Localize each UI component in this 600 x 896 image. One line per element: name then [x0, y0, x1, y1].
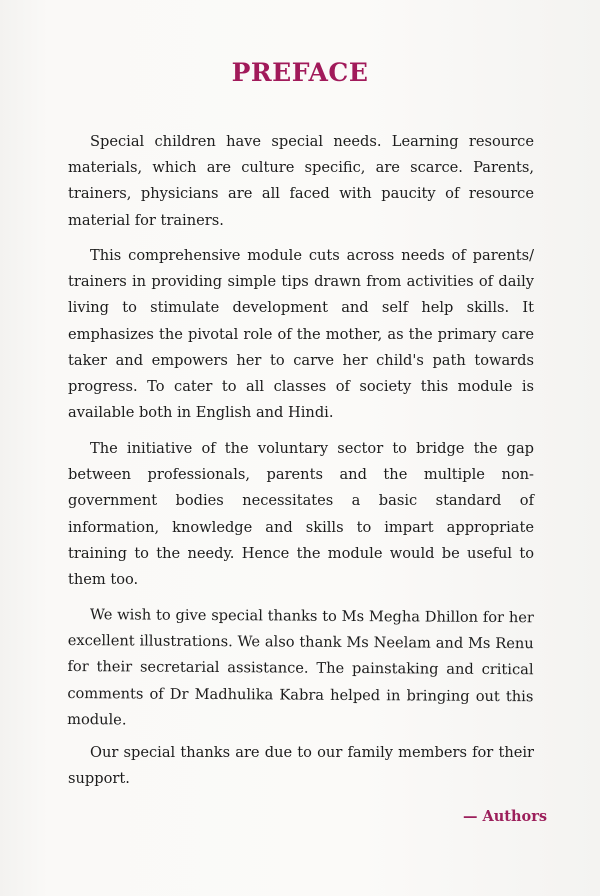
paragraph-text: Our special thanks are due to our family members for their support. — [68, 744, 534, 788]
preface-paragraph-5 — [68, 740, 534, 792]
paragraph-text: We wish to give special thanks to Ms Megha Dhillon for her excellent illustrations. We also thank Ms Neelam and Ms Renu for their secretarial assistance. The painstaking and critical comments of Dr Madhulika Kabra helped in bringing out this module. — [67, 606, 534, 729]
preface-paragraph-1 — [68, 129, 534, 234]
paragraph-text: The initiative of the voluntary sector to bridge the gap between professionals, parents and the multiple non-government bodies necessitates a basic standard of information, knowledge and skills to impart appropriate training to the needy. Hence the module would be useful to them too. — [68, 440, 534, 589]
page-title: PREFACE — [231, 58, 369, 87]
authors-signature: — Authors — [462, 808, 547, 825]
preface-paragraph-3 — [68, 436, 534, 593]
paragraph-text: This comprehensive module cuts across needs of parents/ trainers in providing simple tips drawn from activities of daily living to stimulate development and self help skills. It emphasizes the pivotal role of the mother, as the primary care taker and empowers her to carve her child's path towards progress. To cater to all classes of society this module is available both in English and Hindi. — [68, 247, 534, 422]
paragraph-text: Special children have special needs. Learning resource materials, which are culture specific, are scarce. Parents, trainers, physicians are all faced with paucity of resource material for trainers. — [68, 133, 534, 229]
preface-paragraph-2 — [68, 243, 534, 426]
preface-paragraph-4 — [67, 602, 534, 736]
